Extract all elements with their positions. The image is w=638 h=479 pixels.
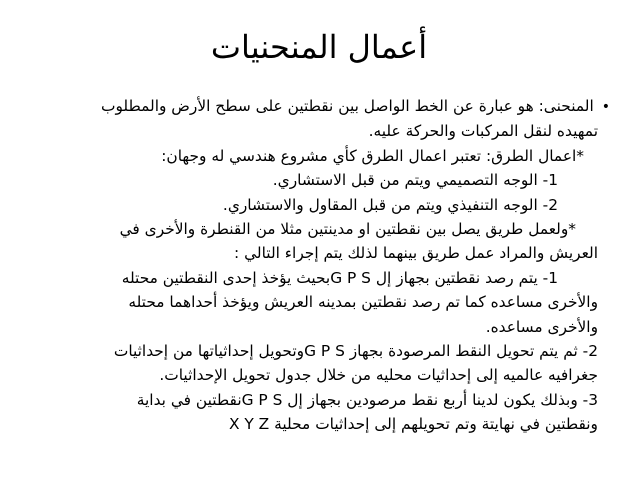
body-line: 2- ثم يتم تحويل النقط المرصودة بجهاز G P Sوتحويل إحداثياتها من إحداثيات [113, 342, 598, 361]
body-line: جغرافيه عالميه إلى إحداثيات محليه من خلال جدول تحويل الإحداثيات. [159, 366, 598, 385]
body-line: *ولعمل طريق يصل بين نقطتين او مدينتين مثلا من القنطرة والأخرى في [119, 220, 576, 239]
body-line: 1- الوجه التصميمي ويتم من قبل الاستشاري. [272, 171, 558, 190]
slide-title: أعمال المنحنيات [210, 28, 428, 66]
body-line: *اعمال الطرق: تعتبر اعمال الطرق كأي مشروع هندسي له وجهان: [161, 146, 584, 165]
slide-body [30, 94, 610, 437]
body-line: 2- الوجه التنفيذي ويتم من قبل المقاول والاستشاري. [222, 195, 558, 214]
body-line [30, 94, 610, 119]
line-text: المنحنى: هو عبارة عن الخط الواصل بين نقطتين على سطح الأرض والمطلوب [100, 97, 594, 115]
body-line: والأخرى مساعده. [485, 317, 598, 336]
body-line: ونقطتين في نهايتة وتم تحويلهم إلى إحداثيات محلية X Y Z [228, 415, 598, 434]
body-line: تمهيده لنقل المركبات والحركة عليه. [368, 122, 598, 141]
body-line: العريش والمراد عمل طريق بينهما لذلك يتم إجراء التالي : [234, 244, 598, 263]
body-line: 1- يتم رصد نقطتين بجهاز إل G P Sبحيث يؤخذ إحدى النقطتين محتله [121, 268, 558, 287]
body-line: 3- وبذلك يكون لدينا أربع نقط مرصودين بجهاز إل G P Sنقطتين في بداية [136, 390, 598, 409]
bullet-icon: • [601, 99, 610, 115]
body-line: والأخرى مساعده كما تم رصد نقطتين بمدينه العريش ويؤخذ أحداهما محتله [128, 293, 598, 312]
